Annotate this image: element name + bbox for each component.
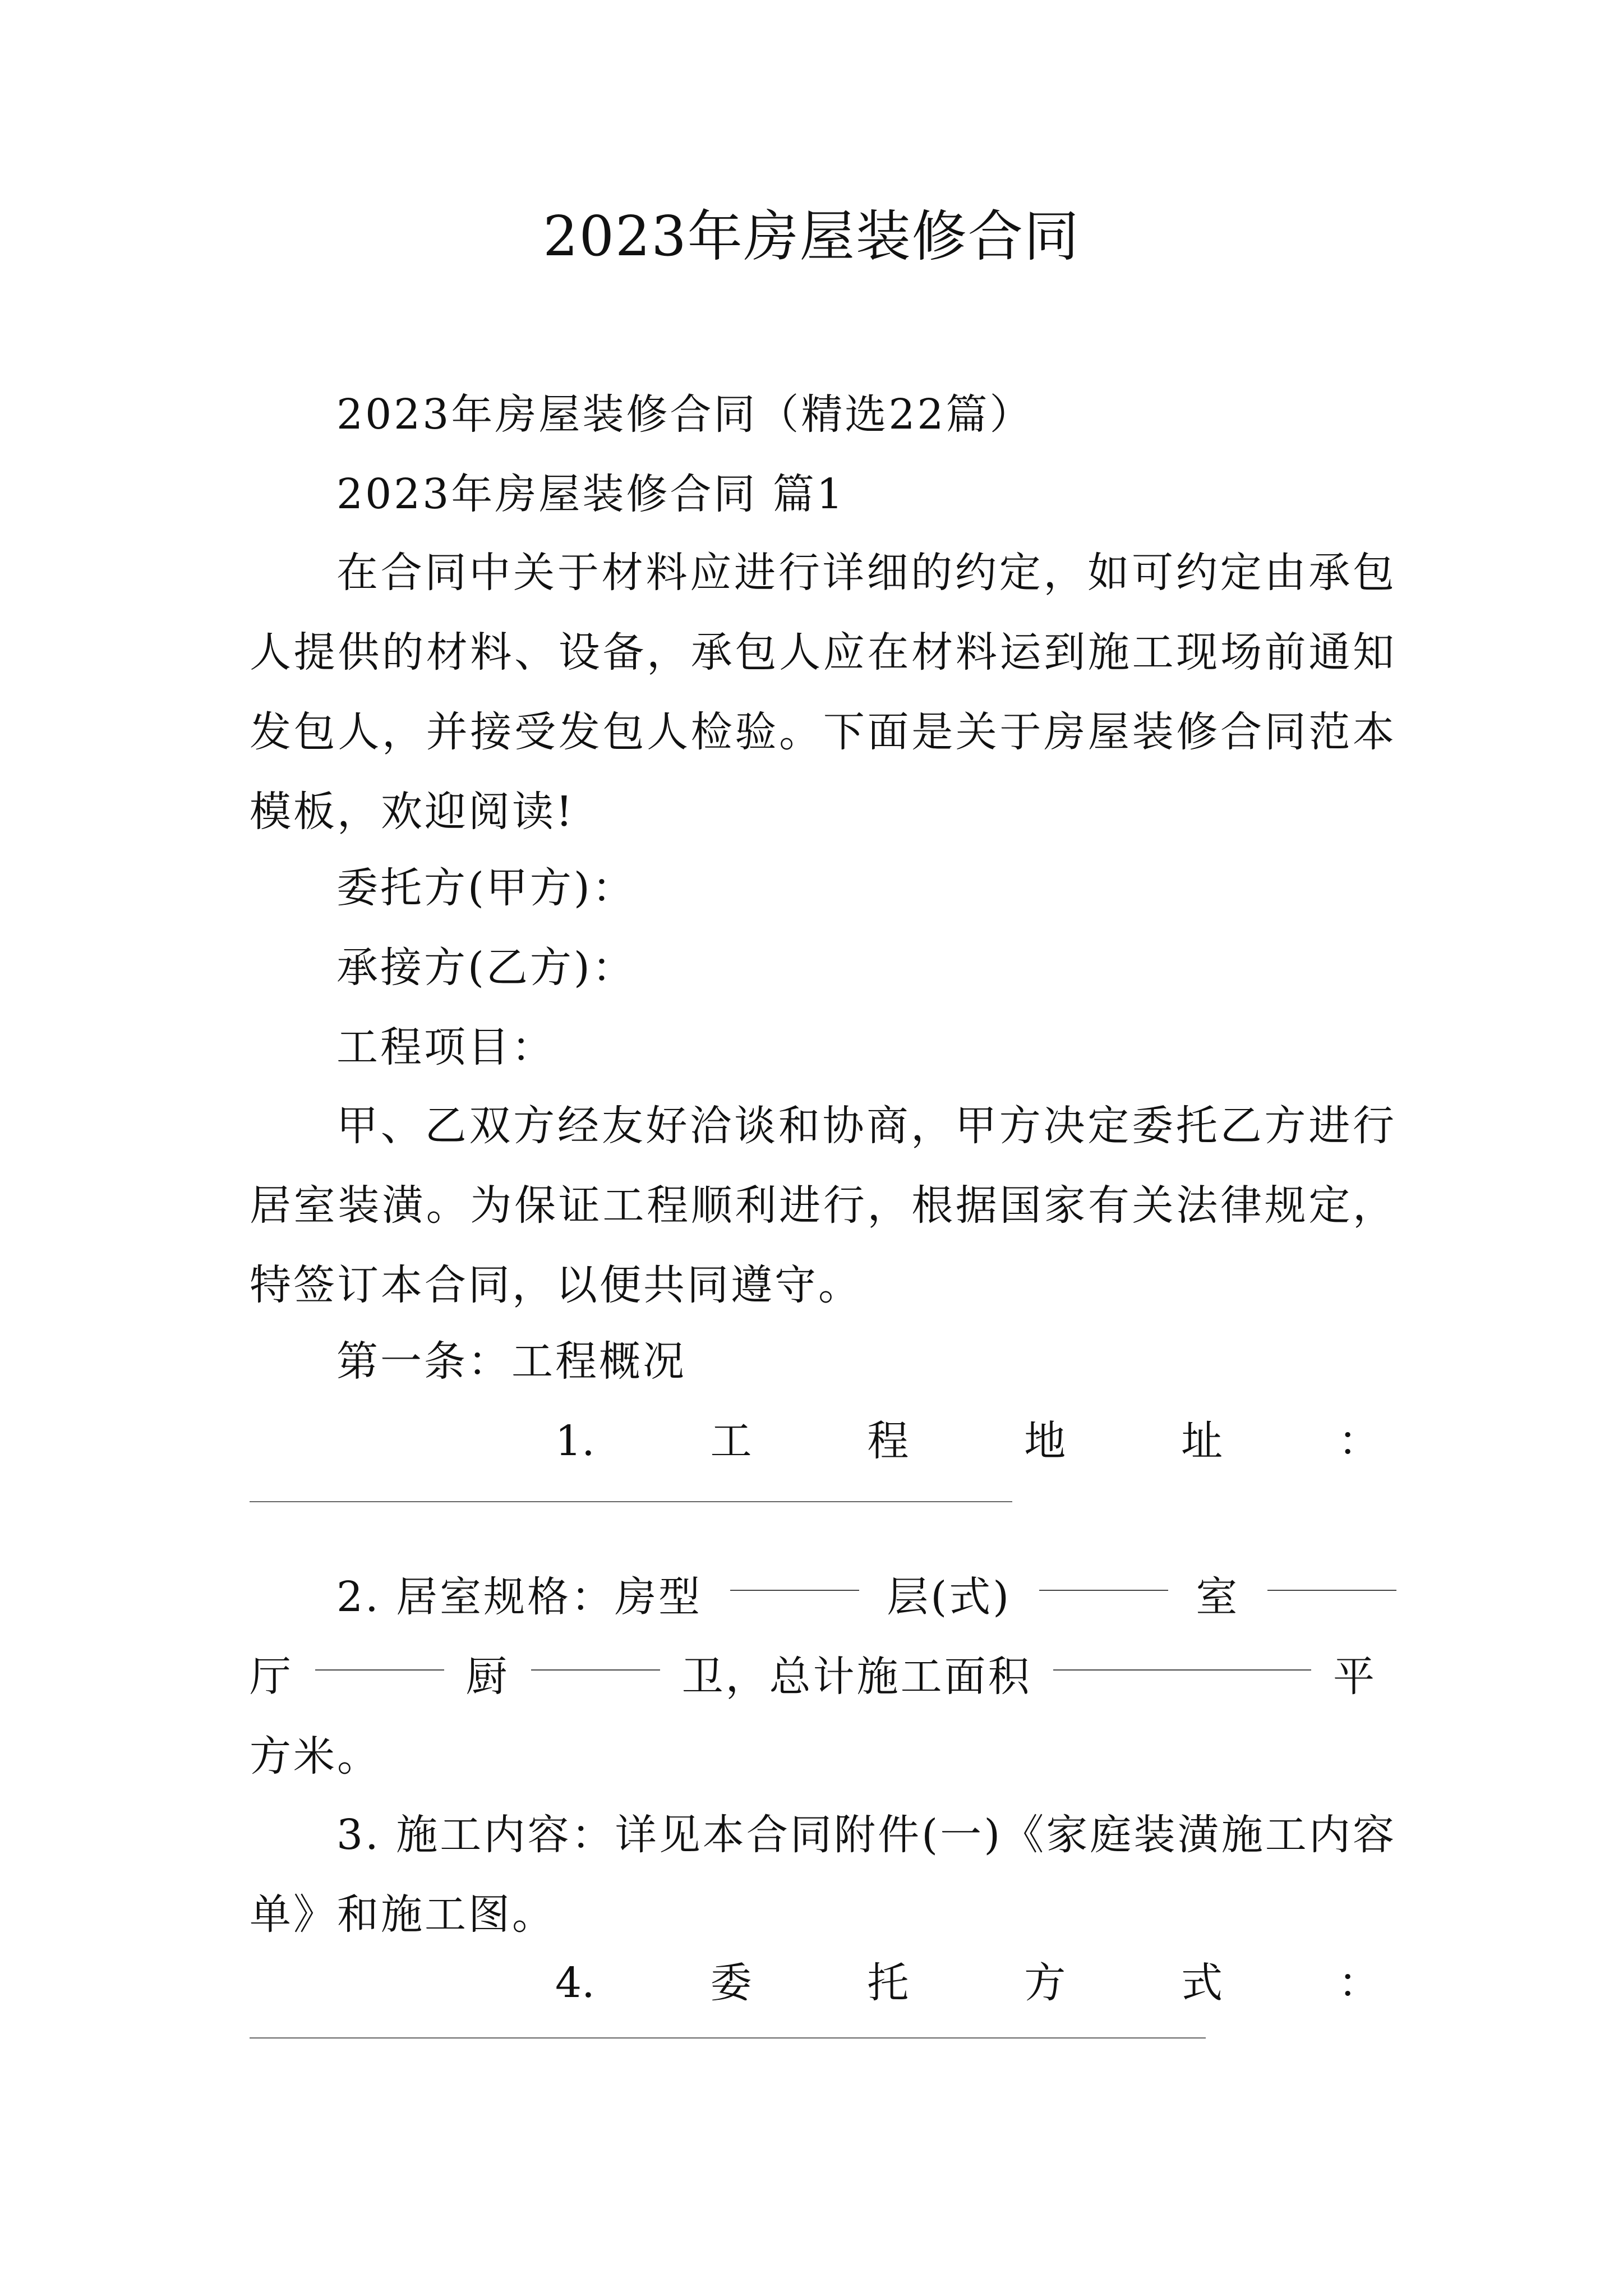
item-4-method xyxy=(555,1943,1380,2023)
item-4-char: 托 xyxy=(867,1959,909,2007)
item-2-unit-a: 平 xyxy=(1332,1653,1377,1701)
preamble-paragraph: 甲、乙双方经友好洽谈和协商，甲方决定委托乙方进行居室装潢。为保证工程顺利进行，根据国家有关法律规定，特签订本合同，以便共同遵守。 xyxy=(250,1102,1396,1309)
item-1-colon: ： xyxy=(1338,1417,1380,1465)
blank-field xyxy=(1053,1637,1311,1671)
item-1-num: 1. xyxy=(555,1417,595,1465)
item-1-char: 址 xyxy=(1181,1417,1223,1465)
blank-field xyxy=(1039,1557,1168,1591)
item-4-char: 式 xyxy=(1181,1959,1223,2007)
item-2-kitchen: 厨 xyxy=(465,1653,510,1701)
blank-field xyxy=(1267,1557,1396,1591)
method-underline xyxy=(250,2037,1206,2039)
item-1-address xyxy=(555,1401,1380,1481)
party-b-field: 承接方(乙方)： xyxy=(336,944,636,992)
address-underline xyxy=(250,1501,1012,1502)
intro-paragraph: 在合同中关于材料应进行详细的约定，如可约定由承包人提供的材料、设备，承包人应在材料运到施工现场前通知发包人，并接受发包人检验。下面是关于房屋装修合同范本模板，欢迎阅读! xyxy=(250,549,1396,836)
item-2-room-spec xyxy=(336,1557,1396,1637)
item-3-content: 3. 施工内容：详见本合同附件(一)《家庭装潢施工内容单》和施工图。 xyxy=(250,1811,1396,1939)
item-1-char: 地 xyxy=(1024,1417,1066,1465)
blank-field xyxy=(315,1637,444,1671)
item-2-room: 室 xyxy=(1196,1573,1240,1621)
document-title: 2023年房屋装修合同 xyxy=(543,205,1080,269)
item-4-colon: ： xyxy=(1338,1959,1380,2007)
project-field: 工程项目： xyxy=(336,1023,555,1071)
article-1-heading: 第一条：工程概况 xyxy=(336,1337,686,1386)
item-2-hall: 厅 xyxy=(250,1653,293,1701)
item-4-char: 方 xyxy=(1024,1959,1066,2007)
item-2-layer: 层(式) xyxy=(887,1573,1012,1621)
item-2-label: 2. 居室规格：房型 xyxy=(336,1573,703,1621)
item-2-room-spec-line2 xyxy=(250,1637,1377,1717)
item-2-bath: 卫，总计施工面积 xyxy=(681,1653,1032,1701)
item-1-char: 工 xyxy=(710,1417,752,1465)
item-4-num: 4. xyxy=(555,1959,595,2007)
document-subtitle: 2023年房屋装修合同（精选22篇） xyxy=(336,390,1034,439)
item-4-char: 委 xyxy=(710,1959,752,2007)
item-1-char: 程 xyxy=(867,1417,909,1465)
party-a-field: 委托方(甲方)： xyxy=(336,864,636,912)
blank-field xyxy=(531,1637,660,1671)
chapter-heading: 2023年房屋装修合同 篇1 xyxy=(336,470,845,518)
blank-field xyxy=(730,1557,859,1591)
item-2-room-spec-line3: 方米。 xyxy=(250,1732,381,1780)
